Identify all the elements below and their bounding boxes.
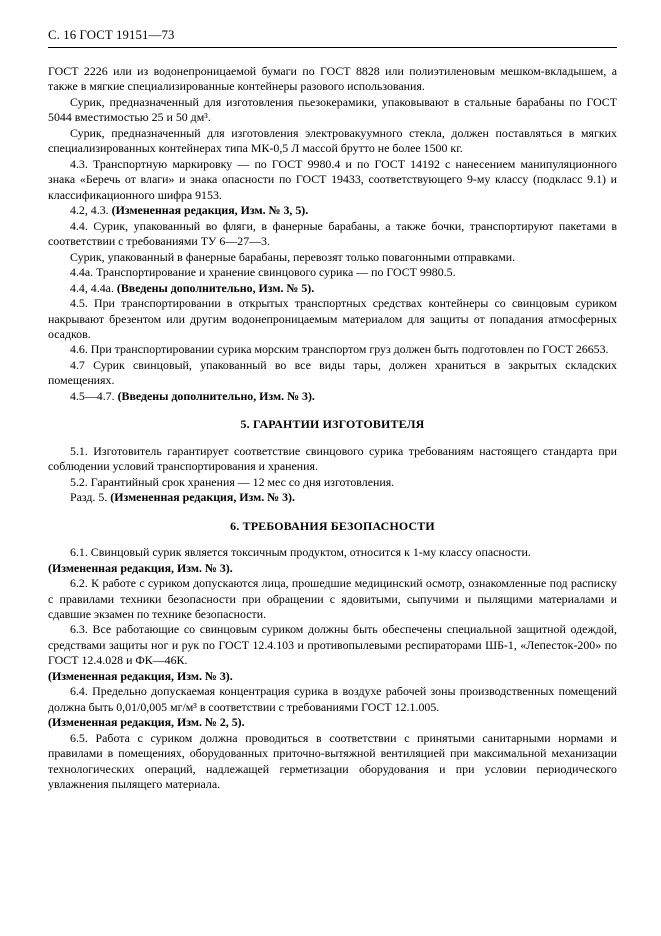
paragraph: 4.6. При транспортировании сурика морским транспортом груз должен быть подготовлен по ГОСТ 26653. (70, 342, 609, 357)
paragraph-amendment: (Измененная редакция, Изм. № 2, 5). (48, 715, 245, 730)
paragraph: 4.5. При транспортировании в открытых транспортных средствах контейнеры со свинцовым суриком накрывают брезентом или другим водонепроницаемым материалом для защиты от попадания атмосферных осадков. (48, 296, 617, 341)
paragraph-amendment: 4.4, 4.4а. (Введены дополнительно, Изм. № 5). (70, 280, 315, 295)
paragraph-amendment: (Измененная редакция, Изм. № 3). (48, 560, 233, 575)
page-header: С. 16 ГОСТ 19151—73 (48, 28, 175, 42)
paragraph: Сурик, упакованный в фанерные барабаны, перевозят только повагонными отправками. (70, 249, 516, 264)
paragraph: 5.1. Изготовитель гарантирует соответствие свинцового сурика требованиям настоящего стандарта при соблюдении условий транспортирования и хранения. (48, 443, 617, 474)
paragraph: Сурик, предназначенный для изготовления электровакуумного стекла, должен поставляться в мягких специализированных контейнерах типа МК-0,5 Л массой брутто не более 1500 кг. (48, 125, 617, 156)
paragraph: 6.5. Работа с суриком должна проводиться в соответствии с принятыми санитарными нормами и правилами в помещениях, оборудованных приточно-вытяжной вентиляцией при максимальной механизации технологических операций, надлежащей герметизации оборудования и при условии периодического увлажнения пылящего материала. (48, 730, 617, 792)
paragraph: 6.4. Предельно допускаемая концентрация сурика в воздухе рабочей зоны производственных помещений должна быть 0,01/0,005 мг/м³ в соответствии с требованиями ГОСТ 12.1.005. (48, 684, 617, 714)
paragraph: 4.7 Сурик свинцовый, упакованный во все виды тары, должен храниться в закрытых складских помещениях. (48, 357, 617, 388)
paragraph: 6.1. Свинцовый сурик является токсичным продуктом, относится к 1-му классу опасности. (70, 545, 531, 560)
paragraph: 4.4а. Транспортирование и хранение свинцового сурика — по ГОСТ 9980.5. (70, 265, 456, 280)
paragraph: Сурик, предназначенный для изготовления пьезокерамики, упаковывают в стальные барабаны по ГОСТ 5044 вместимостью 25 и 50 дм³. (48, 94, 617, 125)
header-divider (48, 47, 617, 48)
paragraph: 6.3. Все работающие со свинцовым суриком должны быть обеспечены специальной защитной одеждой, средствами защиты ног и рук по ГОСТ 12.4.103 и противопылевыми респираторами ШБ-1, «Лепесток-200» по ГОСТ 12.4.028 и ФК—46К. (48, 622, 617, 668)
paragraph-amendment: 4.5—4.7. (Введены дополнительно, Изм. № 3). (70, 388, 315, 403)
paragraph: ГОСТ 2226 или из водонепроницаемой бумаги по ГОСТ 8828 или полиэтиленовым мешком-вкладышем, а также в мягкие специализированные контейнеры разового использования. (48, 64, 617, 94)
paragraph-amendment: (Измененная редакция, Изм. № 3). (48, 668, 233, 683)
paragraph: 4.4. Сурик, упакованный во фляги, в фанерные барабаны, а также бочки, транспортируют пакетами в соответствии с требованиями ТУ 6—27—3. (48, 218, 617, 249)
paragraph-amendment: 4.2, 4.3. (Измененная редакция, Изм. № 3, 5). (70, 203, 309, 218)
paragraph: 4.3. Транспортную маркировку — по ГОСТ 9980.4 и по ГОСТ 14192 с нанесением манипуляционного знака «Беречь от влаги» и знака опасности по ГОСТ 19433, соответствующего 9-му классу (подкласс 9.1) и классификационного шифра 9153. (48, 156, 617, 202)
paragraph: 5.2. Гарантийный срок хранения — 12 мес со дня изготовления. (70, 474, 395, 489)
section-heading-6: 6. ТРЕБОВАНИЯ БЕЗОПАСНОСТИ (230, 518, 435, 533)
paragraph: 6.2. К работе с суриком допускаются лица, прошедшие медицинский осмотр, ознакомленные под расписку с правилами техники безопасности при обращении с ядовитыми, сыпучими и пылящими материалами и сдавшие экзамен по технике безопасности. (48, 576, 617, 621)
document-body (48, 64, 617, 793)
paragraph-amendment: Разд. 5. (Измененная редакция, Изм. № 3). (70, 490, 295, 505)
section-heading-5: 5. ГАРАНТИИ ИЗГОТОВИТЕЛЯ (240, 417, 425, 432)
